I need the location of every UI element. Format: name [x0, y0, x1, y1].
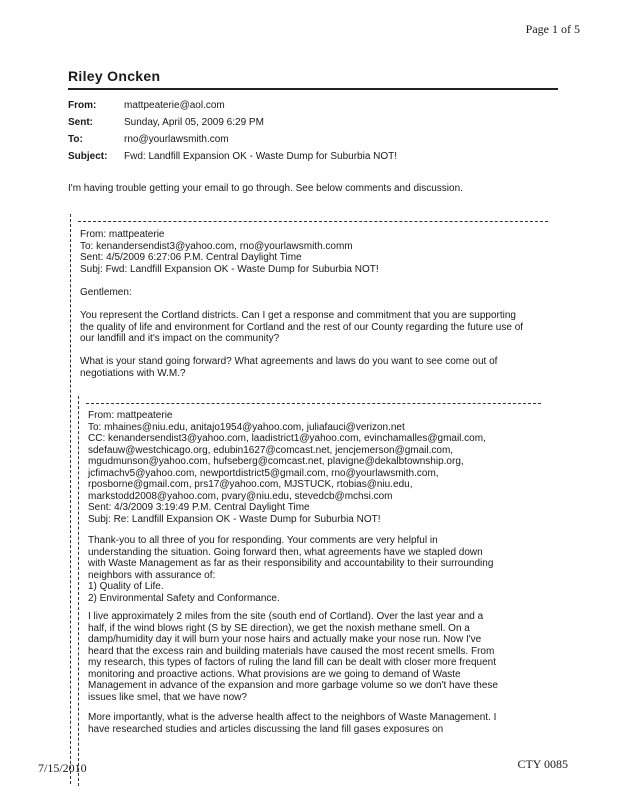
page-number: Page 1 of 5 — [525, 22, 580, 36]
forward2-from: From: mattpeaterie — [88, 410, 173, 421]
forward2-to: To: mhaines@niu.edu, anitajo1954@yahoo.com, juliafauci@verizon.net — [88, 421, 405, 433]
from-row — [68, 99, 225, 112]
from-label: From: — [68, 100, 97, 111]
forward2-paragraph-1: Thank-you to all three of you for responding. Your comments are very helpful in understanding the situation. Going forward then, what agreements have we stapled down with Waste Management as far as their responsibility and accountability to their surrounding neighbors with assurance of: 1) Quality of Life. 2) Environmental Safety and Conformance. — [88, 535, 494, 604]
sent-label: Sent: — [68, 117, 93, 128]
forward-quote-divider — [78, 221, 548, 222]
forward2-paragraph-3: More importantly, what is the adverse health affect to the neighbors of Waste Management. I have researched studies and articles discussing the land fill gases exposures on — [88, 712, 497, 735]
to-label: To: — [68, 134, 83, 145]
subject-value: Fwd: Landfill Expansion OK - Waste Dump for Suburbia NOT! — [124, 151, 398, 162]
forward1-paragraph-2: What is your stand going forward? What agreements and laws do you want to see come out of negotiations with W.M.? — [80, 356, 498, 379]
to-row — [68, 133, 229, 146]
to-value: rno@yourlawsmith.com — [124, 134, 229, 145]
forward1-from: From: mattpeaterie — [80, 229, 165, 240]
sent-value: Sunday, April 05, 2009 6:29 PM — [124, 117, 264, 128]
forward2-cc: CC: kenandersendist3@yahoo.com, laadistrict1@yahoo.com, evinchamalles@gmail.com, — [88, 433, 486, 444]
forward2-paragraph-2: I live approximately 2 miles from the site (south end of Cortland). Over the last year and a half, if the wind blows right (S by SE direction), we get the noxish methane smell. On a damp/humidity day it will burn your nose hairs and actually make your nose run. Now I've heard that the excess rain and building materials have caused the most recent smells. From my research, this types of factors of ruling the land fill can be dealt with closer more frequent monitoring and proactive actions. What provisions are we going to demand of Waste Management in advance of the expansion and more garbage volume so we don't have these issues like smel, that we have now? — [88, 611, 498, 703]
sent-row — [68, 116, 264, 129]
intro-text: I'm having trouble getting your email to go through. See below comments and discussion. — [68, 183, 463, 194]
forward2-sent: Sent: 4/3/2009 3:19:49 P.M. Central Daylight Time — [88, 502, 310, 513]
forward1-header — [80, 229, 550, 275]
from-value: mattpeaterie@aol.com — [124, 100, 225, 111]
bates-number: CTY 0085 — [517, 757, 568, 771]
forward1-sent: Sent: 4/5/2009 6:27:06 P.M. Central Daylight Time — [80, 252, 302, 263]
forward1-greeting: Gentlemen: — [80, 287, 132, 298]
forward1-paragraph-1: You represent the Cortland districts. Can I get a response and commitment that you are supporting the quality of life and environment for Cortland and the rest of our County regarding the future use of our landfill and it's impact on the community? — [80, 310, 524, 344]
header-divider — [68, 88, 558, 90]
forward2-subject: Subj: Re: Landfill Expansion OK - Waste Dump for Suburbia NOT! — [88, 513, 381, 525]
subject-label: Subject: — [68, 151, 108, 162]
forward1-subject: Subj: Fwd: Landfill Expansion OK - Waste Dump for Suburbia NOT! — [80, 263, 379, 275]
forward2-header: From: mattpeaterie To: mhaines@niu.edu, anitajo1954@yahoo.com, juliafauci@verizon.net CC: kenandersendist3@yahoo.com, laadistrict1@yahoo.com, evinchamalles@gmail.com, sdefauw@westchicago.org, edubin1627@comcast.net, jencjemerson@gmail.com, mgudmunson@yahoo.com, hufseberg@comcast.net, plavigne@dekalbtownship.org, jcfimachv5@yahoo.com, newportdistrict5@gmail.com, rno@yourlawsmith.com, rposborne@gmail.com, prs17@yahoo.com, MJSTUCK, rtobias@niu.edu, markstodd2008@yahoo.com, pvary@niu.edu, stevedcb@mchsi.com Sent: 4/3/2009 3:19:49 P.M. Central Daylight Time Subj: Re: Landfill Expansion OK - Waste Dump for Suburbia NOT! — [88, 410, 558, 525]
forward1-to: To: kenandersendist3@yahoo.com, rno@yourlawsmith.comm — [80, 240, 353, 252]
inner-quote-divider — [86, 403, 541, 404]
subject-row — [68, 150, 397, 163]
print-date: 7/15/2010 — [38, 761, 87, 775]
mailbox-owner-name: Riley Oncken — [68, 68, 161, 84]
